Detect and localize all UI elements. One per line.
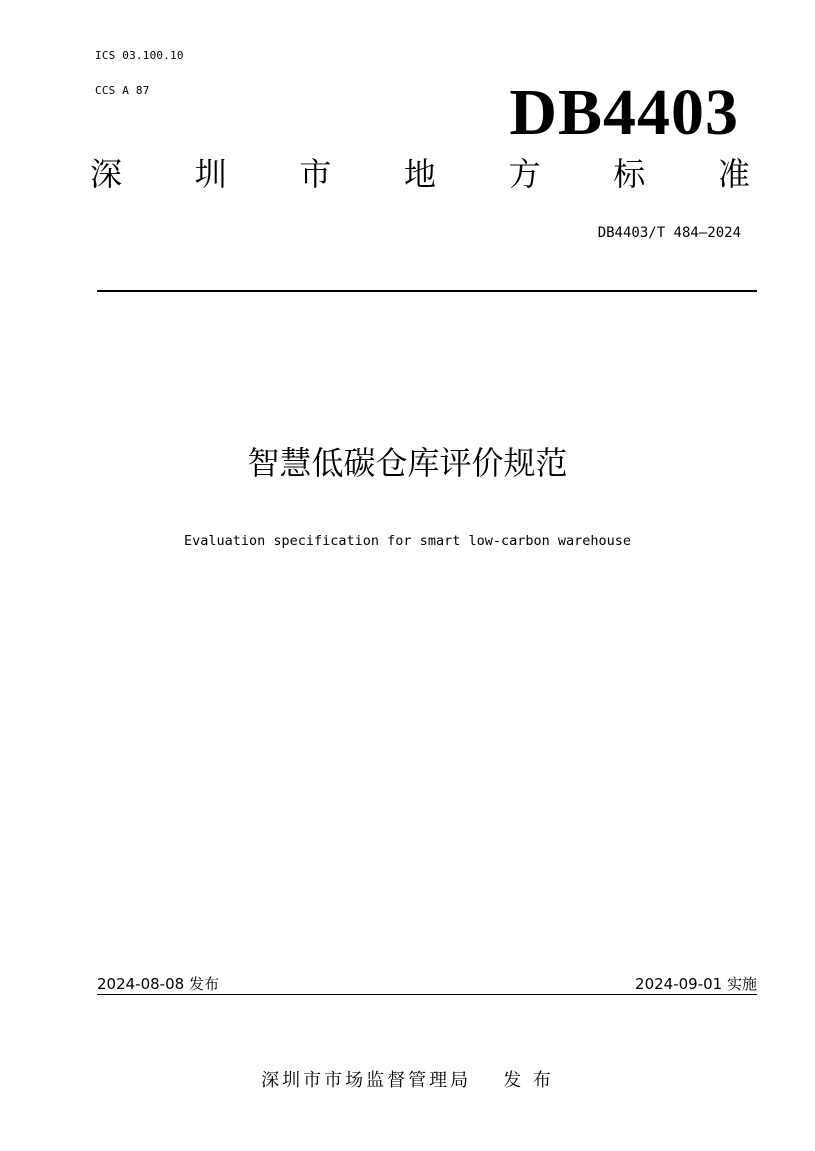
standard-type-char: 深 bbox=[90, 155, 123, 193]
standard-number: DB4403/T 484—2024 bbox=[597, 225, 741, 241]
standard-type-label bbox=[90, 155, 750, 193]
ics-code: ICS 03.100.10 bbox=[95, 49, 184, 62]
standard-type-char: 标 bbox=[613, 155, 646, 193]
footer-divider bbox=[97, 994, 757, 995]
issue-label: 发 布 bbox=[503, 1070, 554, 1091]
implement-date: 2024-09-01 实施 bbox=[635, 975, 757, 993]
header-divider bbox=[97, 290, 757, 292]
standard-type-char: 地 bbox=[403, 155, 436, 193]
standard-type-char: 准 bbox=[717, 155, 750, 193]
document-title-chinese: 智慧低碳仓库评价规范 bbox=[247, 444, 568, 482]
document-title-english: Evaluation specification for smart low-carbon warehouse bbox=[183, 533, 632, 549]
standard-code-heading: DB4403 bbox=[509, 76, 739, 149]
issuer-line bbox=[0, 1066, 815, 1092]
standard-type-char: 圳 bbox=[194, 155, 227, 193]
ccs-code: CCS A 87 bbox=[95, 84, 150, 97]
standard-type-char: 方 bbox=[508, 155, 541, 193]
publish-date: 2024-08-08 发布 bbox=[97, 975, 219, 993]
standard-type-char: 市 bbox=[299, 155, 332, 193]
issuer-name: 深圳市市场监督管理局 bbox=[261, 1070, 472, 1091]
